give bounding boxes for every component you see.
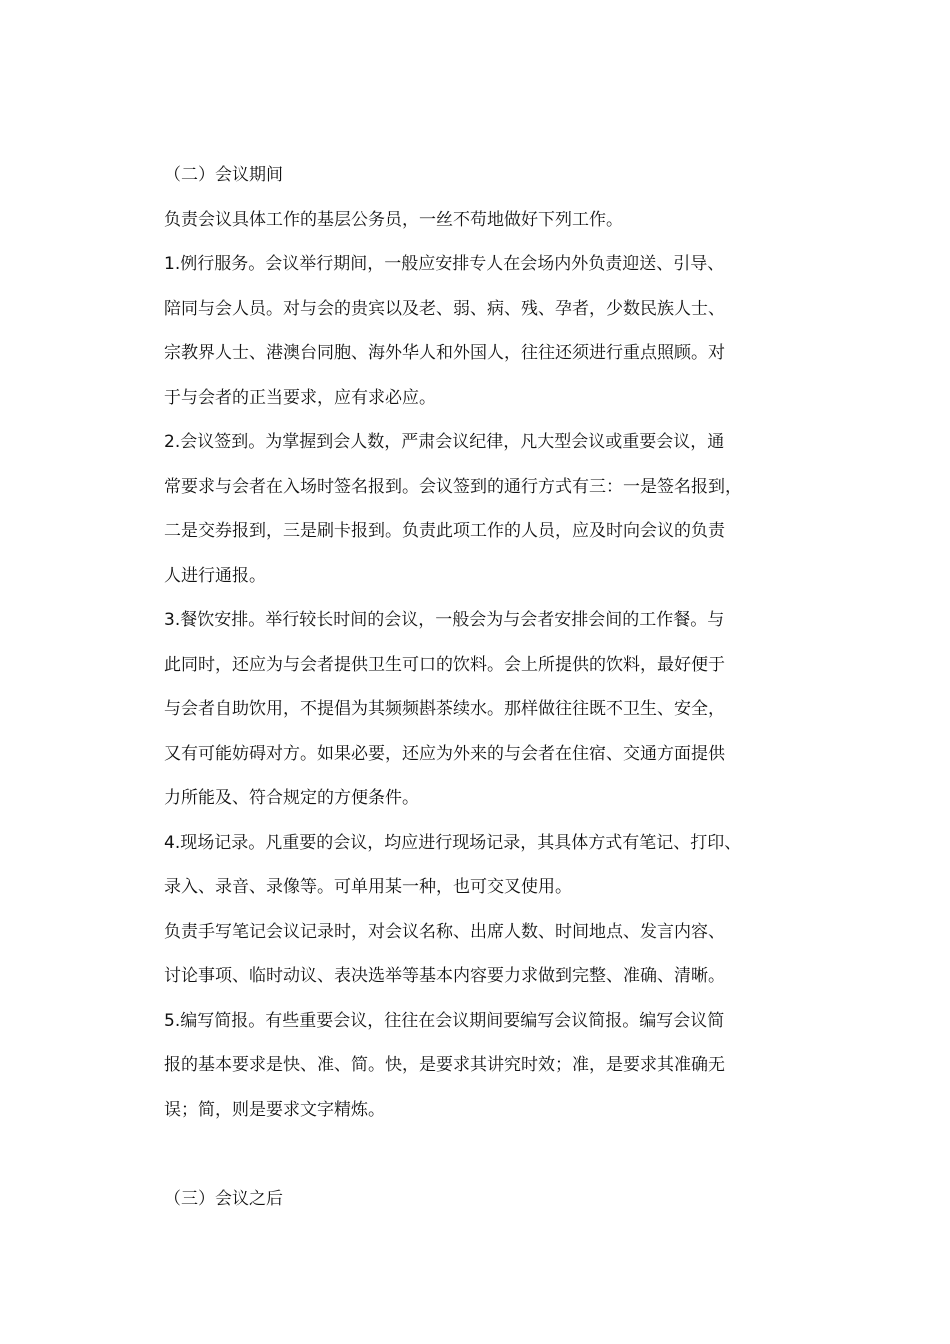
section-spacer — [164, 1132, 800, 1177]
paragraph-line: 2.会议签到。为掌握到会人数，严肃会议纪律，凡大型会议或重要会议，通 — [164, 432, 725, 452]
paragraph-line: 于与会者的正当要求，应有求必应。 — [164, 387, 436, 408]
section-heading-after-meeting: （三）会议之后 — [164, 1188, 283, 1209]
paragraph-line: 讨论事项、临时动议、表决选举等基本内容要力求做到完整、准确、清晰。 — [164, 966, 725, 986]
paragraph-line: 又有可能妨碍对方。如果必要，还应为外来的与会者在住宿、交通方面提供 — [164, 743, 725, 764]
paragraph-line: 人进行通报。 — [164, 565, 266, 586]
paragraph-line: 5.编写简报。有些重要会议，往往在会议期间要编写会议简报。编写会议简 — [164, 1010, 725, 1031]
paragraph-line: 报的基本要求是快、准、简。快，是要求其讲究时效；准，是要求其准确无 — [164, 1055, 725, 1075]
paragraph-line: 宗教界人士、港澳台同胞、海外华人和外国人，往往还须进行重点照顾。对 — [164, 343, 725, 363]
document-body — [164, 153, 800, 1221]
section-heading-meeting-period: （二）会议期间 — [164, 165, 283, 185]
paragraph-line: 1.例行服务。会议举行期间，一般应安排专人在会场内外负责迎送、引导、 — [164, 254, 725, 274]
paragraph-line: 负责会议具体工作的基层公务员，一丝不苟地做好下列工作。 — [164, 209, 623, 230]
paragraph-line: 3.餐饮安排。举行较长时间的会议，一般会为与会者安排会间的工作餐。与 — [164, 610, 725, 630]
paragraph-line: 二是交券报到，三是刷卡报到。负责此项工作的人员，应及时向会议的负责 — [164, 521, 725, 541]
paragraph-line: 常要求与会者在入场时签名报到。会议签到的通行方式有三：一是签名报到， — [164, 476, 742, 497]
paragraph-line: 与会者自助饮用，不提倡为其频频斟茶续水。那样做往往既不卫生、安全， — [164, 699, 725, 719]
paragraph-line: 负责手写笔记会议记录时，对会议名称、出席人数、时间地点、发言内容、 — [164, 921, 725, 942]
paragraph-line: 此同时，还应为与会者提供卫生可口的饮料。会上所提供的饮料，最好便于 — [164, 654, 725, 675]
paragraph-line: 力所能及、符合规定的方便条件。 — [164, 788, 419, 808]
paragraph-line: 陪同与会人员。对与会的贵宾以及老、弱、病、残、孕者，少数民族人士、 — [164, 298, 725, 319]
paragraph-line: 录入、录音、录像等。可单用某一种，也可交叉使用。 — [164, 877, 572, 897]
paragraph-line: 误；简，则是要求文字精炼。 — [164, 1099, 385, 1120]
paragraph-line: 4.现场记录。凡重要的会议，均应进行现场记录，其具体方式有笔记、打印、 — [164, 832, 742, 853]
